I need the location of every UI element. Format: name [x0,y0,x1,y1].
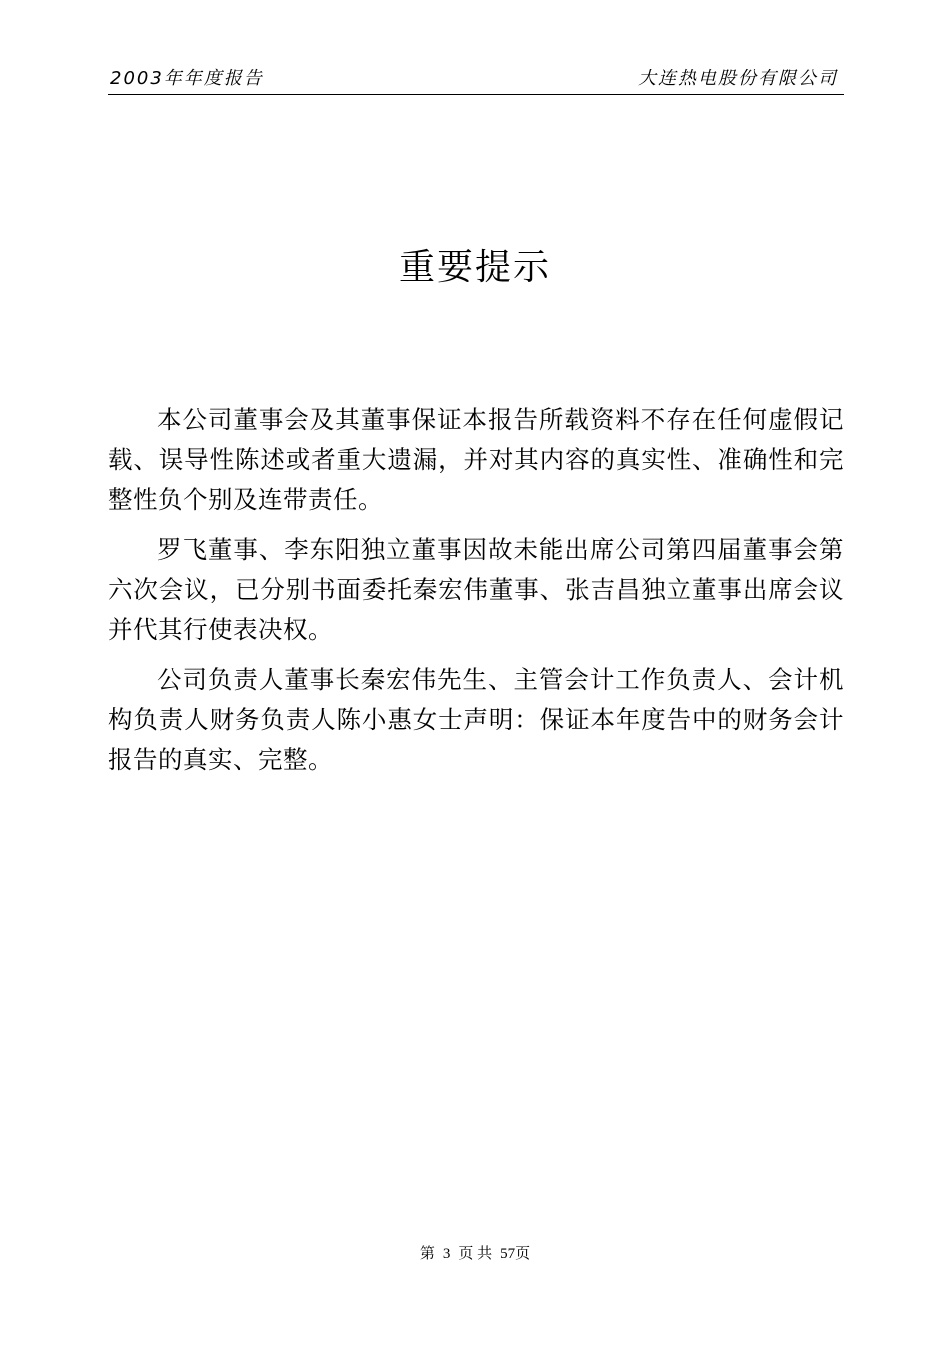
page-suffix: 页 [515,1246,531,1262]
paragraph-declaration: 公司负责人董事长秦宏伟先生、主管会计工作负责人、会计机构负责人财务负责人陈小惠女士声明：保证本年度告中的财务会计报告的真实、完整。 [108,665,844,774]
page-current: 3 [442,1246,451,1262]
page-total: 57 [500,1246,516,1262]
report-year-label: 2003年年度报告 [110,68,264,89]
page-footer [0,1244,950,1264]
page-header [108,66,844,95]
paragraph-absence: 罗飞董事、李东阳独立董事因故未能出席公司第四届董事会第六次会议，已分别书面委托秦宏伟董事、张吉昌独立董事出席会议并代其行使表决权。 [108,535,844,644]
page-mid-label: 页 共 [458,1246,493,1262]
paragraph-responsibility: 本公司董事会及其董事保证本报告所载资料不存在任何虚假记载、误导性陈述或者重大遗漏，并对其内容的真实性、准确性和完整性负个别及连带责任。 [108,405,844,514]
notice-body [108,398,844,780]
company-name: 大连热电股份有限公司 [638,68,838,89]
page-title: 重要提示 [398,247,551,288]
page-label: 第 [419,1246,435,1262]
